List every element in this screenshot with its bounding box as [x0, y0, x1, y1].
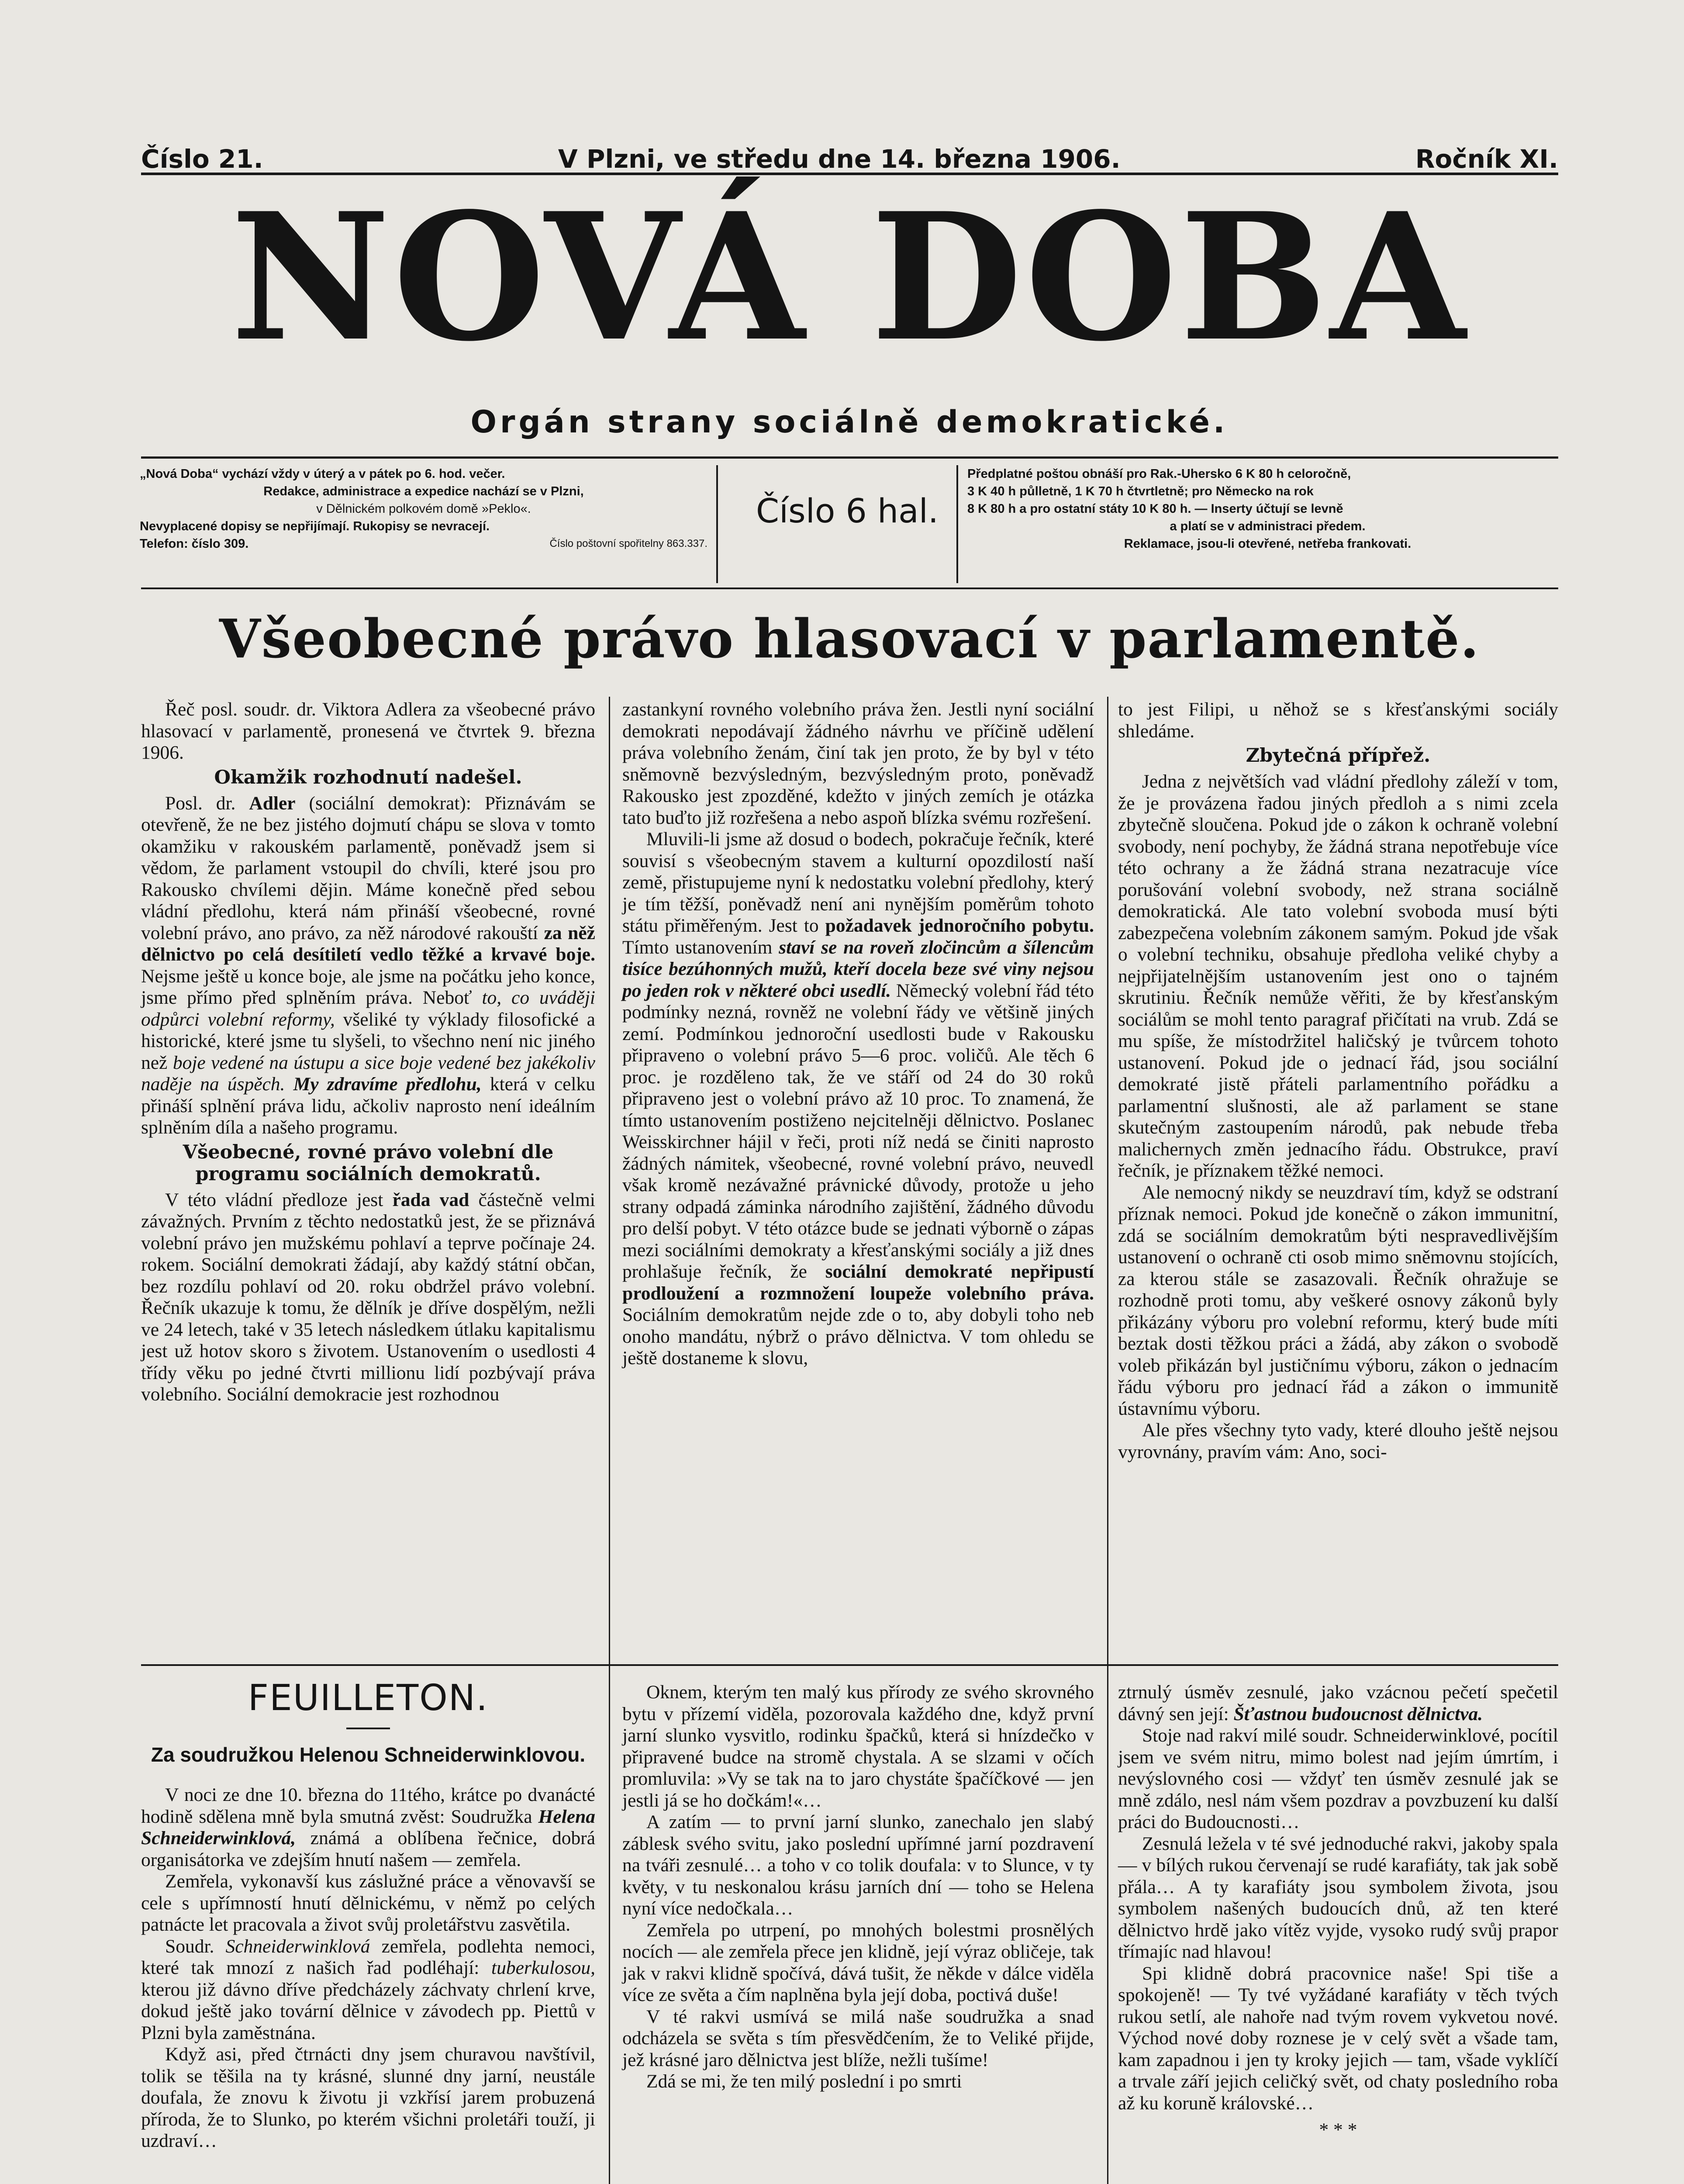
info-line: v Dělnickém polkovém domě »Peklo«. [316, 502, 531, 516]
column-rule [1107, 697, 1108, 2184]
article-paragraph: Ale přes všechny tyto vady, které dlouho ještě nejsou vyrovnány, pravím vám: Ano, soci- [1118, 1420, 1558, 1462]
info-line: Předplatné poštou obnáší pro Rak.-Uhersko 6 K 80 h celoročně, [967, 467, 1351, 481]
article-paragraph: V této vládní předloze jest řada vad částečně velmi závažných. Prvním z těchto nedostatků jest, že se přiznává volební právo jen mužskému pohlaví a teprve počínaje 24. rokem. Sociální demokrati žádají, aby každý státní občan, bez rozdílu pohlaví od 20. roku obdržel právo volební. Řečník ukazuje k tomu, že dělník je dříve dospělým, nežli ve 24 letech, také v 35 letech následkem útlaku kapitalismu jest už hotov skoro s životem. Ustanovením o usedlosti 4 třídy věku po jedné čtvrti millionu lidí pozbývají práva volebního. Sociální demokracie jest rozhodnou [141, 1189, 595, 1405]
feuilleton-paragraph: Soudr. Schneiderwinklová zemřela, podlehta nemoci, které tak mnozí z našich řad podléhají: tuberkulosou, kterou již dávno dříve předcházely záchvaty chrlení krve, dokud ještě jako tovární dělnice v závodech pp. Piettů v Plzni byla zaměstnána. [141, 1935, 596, 2043]
info-line: a platí se v administraci předem. [1170, 519, 1366, 533]
feuilleton-column-2 [622, 1682, 1094, 2093]
subscription-info [967, 465, 1568, 553]
info-line: 8 K 80 h a pro ostatní státy 10 K 80 h. — Inserty účtují se levně [967, 502, 1343, 516]
feuilleton-title-dash [346, 1728, 390, 1729]
feuilleton-paragraph: V noci ze dne 10. března do 11tého, krátce po dvanácté hodině sdělena mně byla smutná zvěst: Soudružka Helena Schneiderwinklová, známá a oblíbena řečnice, dobrá organisátorka ve zdejším hnutí našem — zemřela. [141, 1784, 596, 1870]
feuilleton-paragraph: ztrnulý úsměv zesnulé, jako vzácnou pečetí spečetil dávný sen její: Šťastnou budoucnost dělnictva. [1118, 1682, 1558, 1724]
volume-number: Ročník XI. [1415, 144, 1558, 174]
info-divider-left [716, 465, 718, 583]
feuilleton-paragraph: Zemřela po utrpení, po mnohých bolestmi prosnělých nocích — ale zemřela přece jen klidně, její výraz obličeje, tak jak v rakvi klidně spočívá, dává tušit, že někde v dálce viděla více ze světa a čím naplněna byla její doba, poctivá duše! [622, 1919, 1094, 2005]
article-column-3 [1118, 699, 1558, 1463]
masthead-bottom-rule [141, 456, 1558, 459]
dateline: V Plzni, ve středu dne 14. března 1906. [558, 144, 1121, 174]
info-bottom-rule [141, 587, 1558, 589]
info-divider-right [956, 465, 958, 583]
feuilleton-rule [141, 1664, 1558, 1666]
feuilleton-subtitle: Za soudružkou Helenou Schneiderwinklovou. [151, 1743, 586, 1766]
feuilleton-paragraph: Oknem, kterým ten malý kus přírody ze svého skrovného bytu v přízemí viděla, pozorovala každého dne, když první jarní slunko vysvitlo, rodinku špačků, která si hnízdečko v připravené budce na stromě chystala. A se slzami v očích promluvila: »Vy se tak na to jaro chystáte špačíčkové — jen jestli já se ho dočkám!«… [622, 1682, 1094, 1811]
article-subheading: Okamžik rozhodnutí nadešel. [214, 766, 522, 788]
feuilleton-column-3 [1118, 1682, 1558, 2141]
feuilleton-paragraph: Zemřela, vykonavší kus záslužné práce a věnovavší se cele s upřímností hnutí dělnickému, v němž po celých patnácte let pracovala a život svůj proletářstvu zasvětila. [141, 1871, 595, 1935]
column-rule [609, 697, 610, 2184]
feuilleton-paragraph: A zatím — to první jarní slunko, zanechalo jen slabý záblesk svého svitu, jako poslední upřímné jarní pozdravení na tváři zesnulé… a toho v co tolik doufala: v to Slunce, v ty květy, v tu neskonalou krásu jarních dní — toho se Helena nyní více nedočkala… [622, 1811, 1094, 1919]
article-paragraph: Ale nemocný nikdy se neuzdraví tím, když se odstraní příznak nemoci. Pokud jde konečně o zákon immunitní, zdá se sociálním demokratům býti nespravedlivějším ustanovení o ochraně cti osob mimo sněmovnu stojících, za kterou stále se zasazovali. Řečník ohražuje se rozhodně proti tomu, aby veškeré osnovy zákonů byly přikázány výboru pro volební reformu, který bude míti beztak dosti těžkou práci a žádá, aby zákon o svobodě voleb přikázán byl justičnímu výboru, zákon o jednacím řádu výboru pro jednací řád a zákon o immunitě ústavnímu výboru. [1118, 1182, 1558, 1419]
feuilleton-paragraph: Zesnulá ležela v té své jednoduché rakvi, jakoby spala — v bílých rukou červenají se rudé karafiáty, tak jak sobě přála… A ty karafiáty jsou symbolem života, jsou symbolem našených budoucích dnů, až ten které dělnictvo hrdě jako vítěz vyjde, vysoko rudý svůj prapor třímajíc nad hlavou! [1118, 1833, 1558, 1962]
feuilleton-column-1 [141, 1784, 595, 2152]
masthead-subtitle: Orgán strany sociálně demokratické. [470, 404, 1228, 440]
dateline-bar [141, 144, 1558, 174]
info-line: Číslo poštovní spořitelny 863.337. [549, 538, 707, 549]
article-intro: Řeč posl. soudr. dr. Viktora Adlera za všeobecné právo hlasovací v parlamentě, pronesená ve čtvrtek 9. března 1906. [141, 699, 595, 763]
issue-number: Číslo 21. [141, 144, 263, 174]
article-paragraph: Jedna z největších vad vládní předlohy záleží v tom, že je provázena řadou jiných předloh a s nimi zcela zbytečně sloučena. Pokud jde o zákon k ochraně volební svobody, není pochyby, že žádná strana nepotřebuje více této ochrany a že žádná strana nezatracuje více porušování volební svobody, než strana sociálně demokratická. Ale tato volební svoboda musí býti zabezpečena volebním zákonem samým. Pokud jde však o volební techniku, obsahuje předloha veliké chyby a nejpřijatelnějším ustanovením jest ono o tajném skrutiniu. Řečník nemůže věřiti, že by křesťanským sociálům se mohl tento paragraf přičítati na vrub. Zdá se mu spíše, že místodržitel haličský je tvůrcem tohoto ustanovení. Pokud jde o jednací řád, jsou sociální demokraté jistě přáteli parlamentního pořádku a parlamentní slušnosti, ale až parlament se stane skutečným zastoupením národů, pak nebude třeba malichernych změn jednacího řádu. Obstrukce, praví řečník, je příznakem těžké nemoci. [1118, 771, 1558, 1181]
article-paragraph: Mluvili-li jsme až dosud o bodech, pokračuje řečník, které souvisí s všeobecným stavem a kulturní opozdilostí naší země, přistupujeme nyní k nedostatku volební předlohy, který je tím těžší, poněvadž není ani nynějším poměrům tohoto státu přiměřeným. Jest to požadavek jednoročního pobytu. Tímto ustanovením staví se na roveň zločincům a šílencům tisíce bezúhonných mužů, kteří docela beze své viny nejsou po jeden rok v některé obci usedlí. Německý volební řád této podmínky nezná, rovněž ne volební řády ve většině jiných zemí. Podmínkou jednoroční usedlosti bude v Rakousku připraveno o volební právo 5—6 proc. voličů. Ale těch 6 proc. je rozděleno tak, že ve stáří od 24 do 30 roků připraveno jest o volební právo až 10 proc. To znamená, že tímto ustanovením postiženo nejcitelněji dělnictvo. Poslanec Weisskirchner hájil v řeči, proti níž nedá se činiti naprosto žádných námitek, všeobecné, rovné volební právo, neuvedl však kromě nezávažné právnické důvody, protože u jeho strany odpadá záminka národního zajištění, žádného důvodu pro delší pobyt. V této otázce bude se jednati výborně o zápas mezi sociálními demokraty a křesťanskými sociály a již dnes prohlašuje řečník, že sociální demokraté nepřipustí prodloužení a rozmnožení loupeže volebního práva. Sociálním demokratům nejde zde o to, aby dobyli toho neb onoho mandátu, nýbrž o právo dělnictva. V tom ohledu se ještě dostaneme k slovu, [622, 829, 1094, 1368]
info-line: Nevyplacené dopisy se nepřijímají. Rukopisy se nevracejí. [140, 519, 490, 533]
section-end-stars: * * * [1319, 2119, 1357, 2140]
feuilleton-paragraph: Stoje nad rakví milé soudr. Schneiderwinklové, pocítil jsem ve svém nitru, mimo bolest nad jejím úmrtím, i nevýslovného cosi — vždyť ten úsměv zesnulé jak se mně zdálo, nesl nám všem pozdrav a povzbuzení ku další práci do Budoucnosti… [1118, 1725, 1558, 1832]
feuilleton-paragraph: Když asi, před čtrnácti dny jsem churavou navštívil, tolik se těšila na ty krásné, slunné dny jarní, neustále doufala, že znovu k životu ji vzkřísí jarem probuzená příroda, že to Slunko, po kterém všichni proletáři touží, ji uzdraví… [141, 2044, 595, 2151]
info-line: Reklamace, jsou-li otevřené, netřeba frankovati. [1124, 537, 1411, 551]
info-line: „Nová Doba“ vychází vždy v úterý a v pátek po 6. hod. večer. [140, 467, 505, 481]
info-line: Redakce, administrace a expedice nachází se v Plzni, [263, 484, 584, 498]
article-column-1 [141, 699, 595, 1406]
info-line: 3 K 40 h půlletně, 1 K 70 h čtvrtletně; pro Německo na rok [967, 484, 1314, 498]
article-headline: Všeobecné právo hlasovací v parlamentě. [219, 607, 1480, 670]
feuilleton-paragraph: Zdá se mi, že ten milý poslední i po smrti [646, 2071, 962, 2092]
feuilleton-paragraph: Spi klidně dobrá pracovnice naše! Spi tiše a spokojeně! — Ty tvé vyžádané karafiáty v těch tvých rukou setlí, ale nahoře nad tvým rovem vykvetou nové. Východ nové doby roznese je v celý svět a všade tam, kam zapadnou i jen ty kroky jejich — tam, všade vyklíčí a trvale září jejich celičký svět, od chaty posledního roba až ku koruně královské… [1118, 1963, 1558, 2114]
article-paragraph: to jest Filipi, u něhož se s křesťanskými sociály shledáme. [1118, 699, 1558, 742]
feuilleton-title: FEUILLETON. [248, 1677, 489, 1719]
article-paragraph: Posl. dr. Adler (sociální demokrat): Přiznávám se otevřeně, že ne bez jistého dojmutí chápu se slova v tomto okamžiku v rakouském parlamentě, poněvadž jsem si vědom, že parlament vstoupil do chvíli, které jsou pro Rakousko chvílemi dějin. Máme konečně před sebou vládní předlohu, která nám přináší všeobecné, rovné volební právo, ano právo, za něž národové rakouští za něž dělnictvo po celá desítiletí vedlo těžké a krvavé boje. Nejsme ještě u konce boje, ale jsme na počátku jeho konce, jsme přímo před splněním práva. Neboť to, co uváději odpůrci volební reformy, všeliké ty výklady filosofické a historické, které jsme tu slyšeli, to všechno není nic jiného než boje vedené na ústupu a sice boje vedené bez jakékoliv naděje na úspěch. My zdravíme předlohu, která v celku přináší splnění práva lidu, ačkoliv naprosto není ideálním splněním díla a našeho programu. [141, 792, 596, 1138]
feuilleton-paragraph: V té rakvi usmívá se milá naše soudružka a snad odcházela se světa s tím přesvědčením, že to Veliké přijde, jež krásné jaro dělnictva jest blíže, nežli tušíme! [622, 2006, 1094, 2070]
info-line: Telefon: číslo 309. [140, 537, 249, 551]
article-subheading: Všeobecné, rovné právo volební dle programu sociálních demokratů. [183, 1141, 554, 1185]
publication-info [140, 465, 707, 553]
masthead-title: NOVÁ DOBA [231, 175, 1468, 380]
price: Číslo 6 hal. [756, 491, 939, 530]
article-paragraph: zastankyní rovného volebního práva žen. Jestli nyní sociální demokrati nepodávají žádného návrhu ve příčině udělení práva volebního ženám, činí tak jen proto, že by byl v této sněmovně bezvýsledným, bezvýsledným proto, poněvadž Rakousko jest zpozděné, kdežto v jiných zemích je otázka tato buďto již rozřešena a nebo aspoň blízka svému rozřešení. [622, 699, 1094, 828]
article-column-2 [622, 699, 1094, 1369]
article-subheading: Zbytečná přípřež. [1246, 745, 1431, 767]
